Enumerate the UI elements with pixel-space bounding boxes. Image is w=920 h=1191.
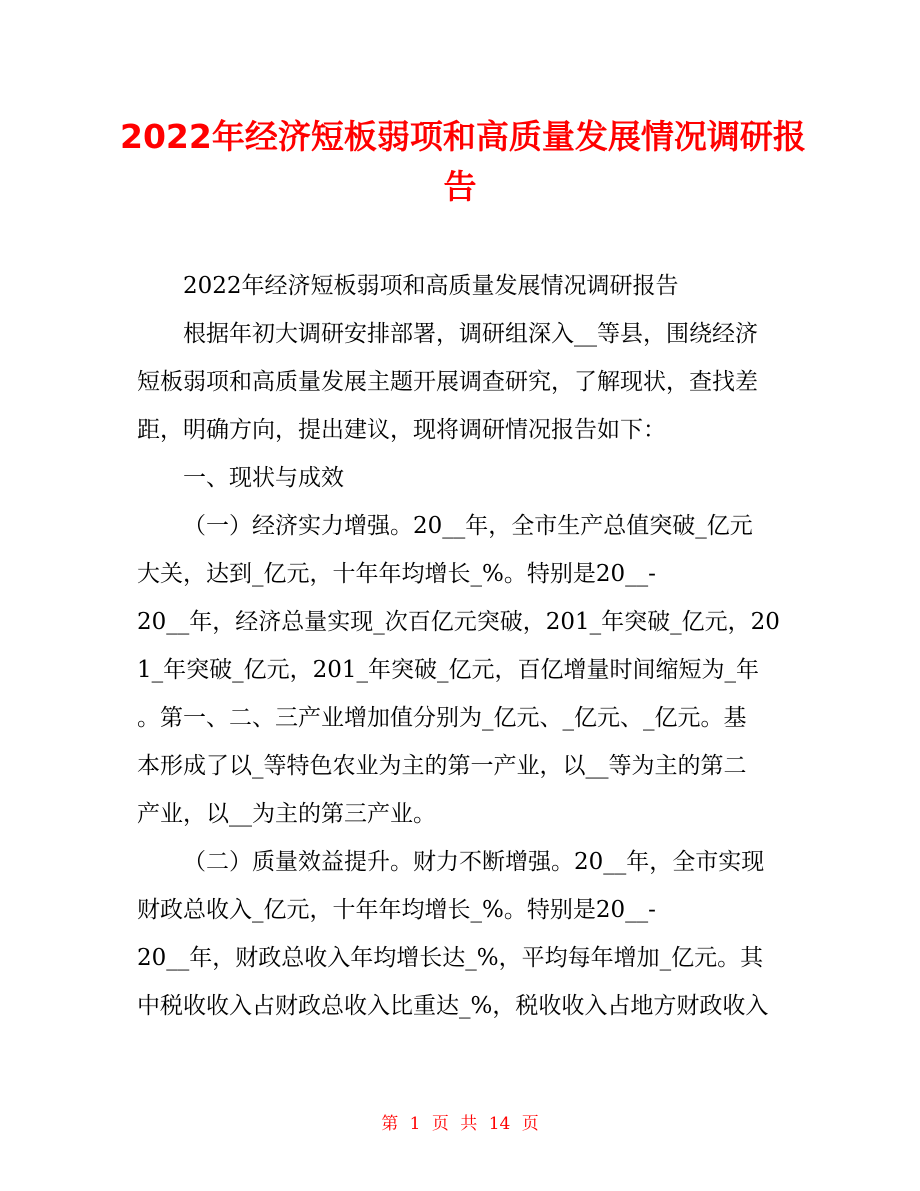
paragraph-line: （二）质量效益提升。财力不断增强。20__年，全市实现	[183, 849, 765, 875]
paragraph-line: （一）经济实力增强。20__年，全市生产总值突破_亿元	[183, 513, 753, 539]
paragraph-line: 本形成了以_等特色农业为主的第一产业，以__等为主的第二	[137, 753, 747, 779]
title-line: 告	[443, 167, 477, 206]
document-title	[120, 112, 806, 212]
paragraph-line: 20__年，财政总收入年均增长达_%，平均每年增加_亿元。其	[137, 945, 764, 971]
paragraph-line: 中税收收入占财政总收入比重达_%，税收收入占地方财政收入	[137, 993, 769, 1019]
paragraph-line: 距，明确方向，提出建议，现将调研情况报告如下：	[137, 417, 666, 443]
paragraph-line: 大关，达到_亿元，十年年均增长_%。特别是20__-	[137, 561, 656, 587]
title-line: 2022年经济短板弱项和高质量发展情况调研报	[120, 117, 806, 156]
paragraph-line: 。第一、二、三产业增加值分别为_亿元、_亿元、_亿元。基	[137, 705, 747, 731]
paragraph-line: 1_年突破_亿元，201_年突破_亿元，百亿增量时间缩短为_年	[137, 657, 760, 683]
paragraph-line: 2022年经济短板弱项和高质量发展情况调研报告	[183, 273, 679, 299]
paragraph-line: 20__年，经济总量实现_次百亿元突破，201_年突破_亿元，20	[137, 609, 780, 635]
paragraph-line: 根据年初大调研安排部署，调研组深入__等县，围绕经济	[183, 321, 758, 347]
section-heading: 一、现状与成效	[183, 465, 344, 491]
document-body	[137, 262, 787, 1030]
page-number-footer: 第 1 页 共 14 页	[381, 1114, 539, 1134]
paragraph-line: 短板弱项和高质量发展主题开展调查研究，了解现状，查找差	[137, 369, 758, 395]
paragraph-line: 财政总收入_亿元，十年年均增长_%。特别是20__-	[137, 897, 656, 923]
paragraph-line: 产业，以__为主的第三产业。	[137, 801, 436, 827]
